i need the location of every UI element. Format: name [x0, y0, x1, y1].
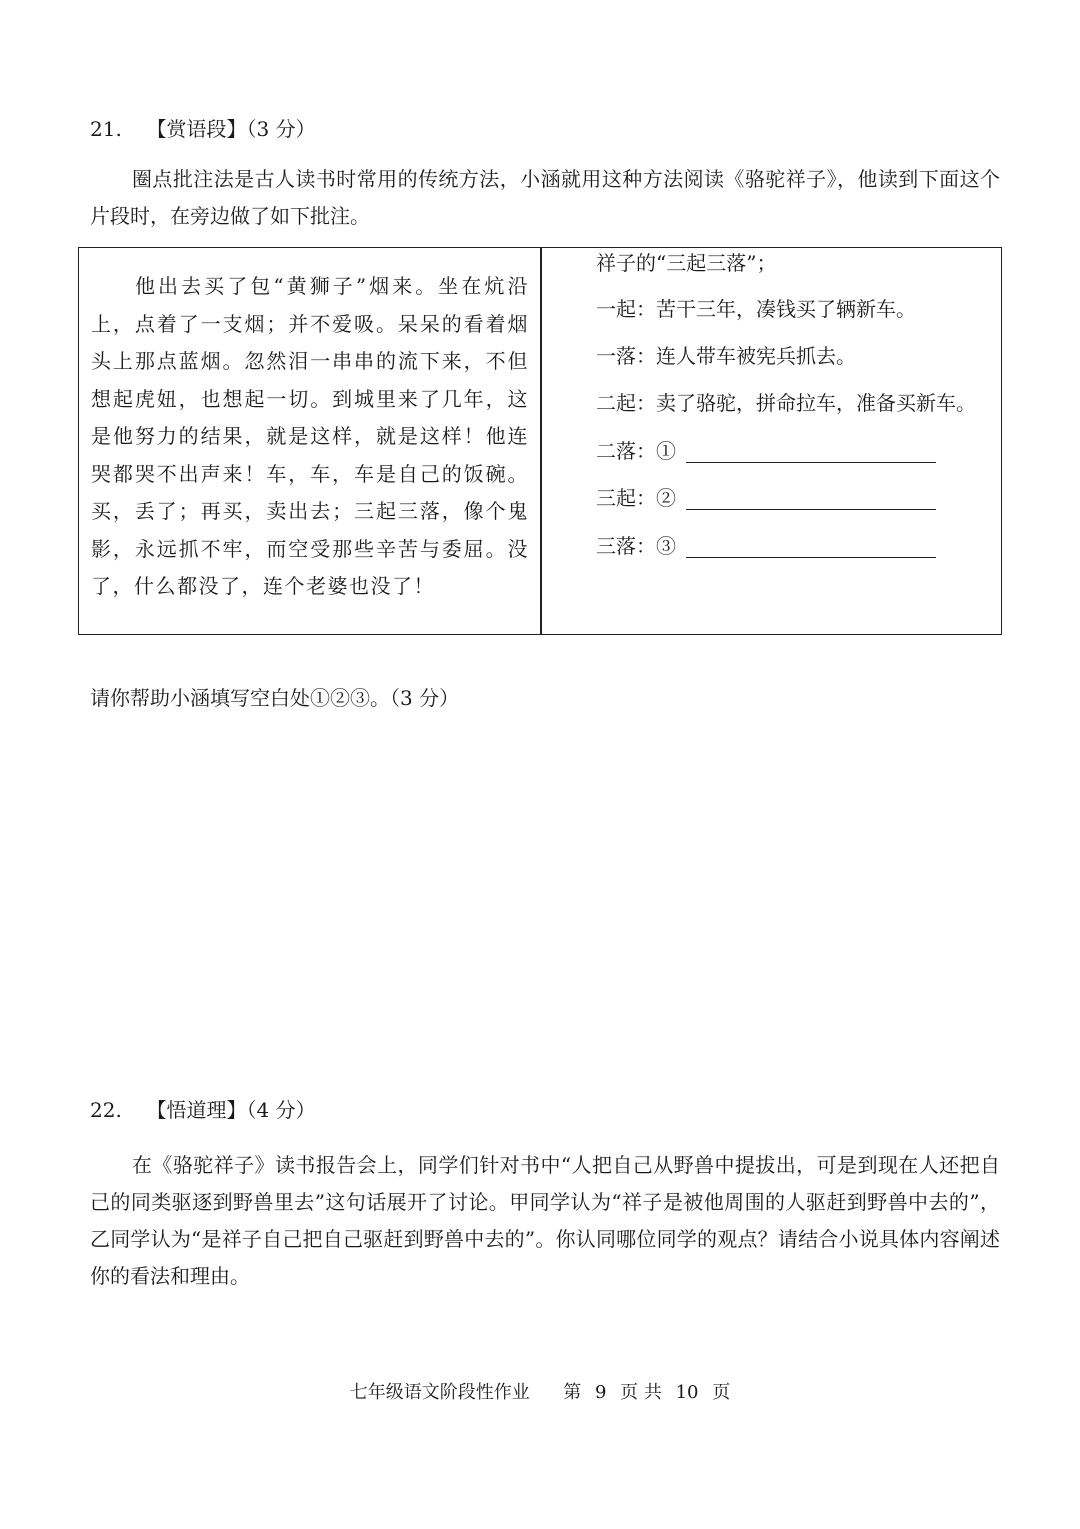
footer-page-total: 10 [675, 1382, 699, 1403]
blank-label-3: 三落：③ [596, 534, 676, 558]
novel-excerpt: 他出去买了包“黄狮子”烟来。坐在炕沿上，点着了一支烟；并不爱吸。呆呆的看着烟头上那点蓝烟。忽然泪一串串的流下来，不但想起虎妞，也想起一切。到城里来了几年，这是他努力的结果，就是这样，就是这样！他连哭都哭不出声来！车，车，车是自己的饭碗。买，丢了；再买，卖出去；三起三落，像个鬼影，永远抓不牢，而空受那些辛苦与委屈。没了，什么都没了，连个老婆也没了！ [91, 274, 529, 598]
notes-heading: 祥子的“三起三落”； [596, 251, 777, 275]
table-divider [540, 248, 542, 634]
q21-task: 请你帮助小涵填写空白处①②③。（3 分） [90, 686, 460, 710]
note-line-1: 一起：苦干三年，凑钱买了辆新车。 [596, 297, 916, 321]
blank-label-2: 三起：② [596, 486, 676, 510]
annotation-table [78, 247, 1002, 635]
footer-doc-name: 七年级语文阶段性作业 [349, 1382, 530, 1403]
answer-blank-2[interactable] [686, 509, 936, 510]
note-line-3: 二起：卖了骆驼，拼命拉车，准备买新车。 [596, 391, 976, 415]
q22-number: 22. [90, 1098, 122, 1122]
note-line-2: 一落：连人带车被宪兵抓去。 [596, 344, 856, 368]
footer-page-mid: 页 共 [620, 1382, 662, 1403]
blank-row-3 [596, 531, 936, 561]
blank-label-1: 二落：① [596, 439, 676, 463]
q21-heading [90, 115, 316, 143]
answer-blank-1[interactable] [686, 462, 936, 463]
footer-page-number: 9 [594, 1382, 607, 1403]
q22-title: 【悟道理】（4 分） [146, 1098, 316, 1122]
answer-blank-3[interactable] [686, 557, 936, 558]
q22-heading [90, 1096, 316, 1124]
q22-body: 在《骆驼祥子》读书报告会上，同学们针对书中“人把自己从野兽中提拔出，可是到现在人还把自己的同类驱逐到野兽里去”这句话展开了讨论。甲同学认为“祥子是被他周围的人驱赶到野兽中去的”，乙同学认为“是祥子自己把自己驱赶到野兽中去的”。你认同哪位同学的观点？请结合小说具体内容阐述你的看法和理由。 [90, 1153, 1000, 1288]
footer-page-prefix: 第 [563, 1382, 582, 1403]
q21-title: 【赏语段】（3 分） [146, 117, 316, 141]
q21-number: 21. [90, 117, 122, 141]
q21-intro: 圈点批注法是古人读书时常用的传统方法，小涵就用这种方法阅读《骆驼祥子》，他读到下面这个片段时，在旁边做了如下批注。 [90, 167, 1000, 228]
page-footer [0, 1380, 1080, 1406]
blank-row-2 [596, 483, 936, 513]
footer-page-suffix: 页 [712, 1382, 731, 1403]
blank-row-1 [596, 436, 936, 466]
